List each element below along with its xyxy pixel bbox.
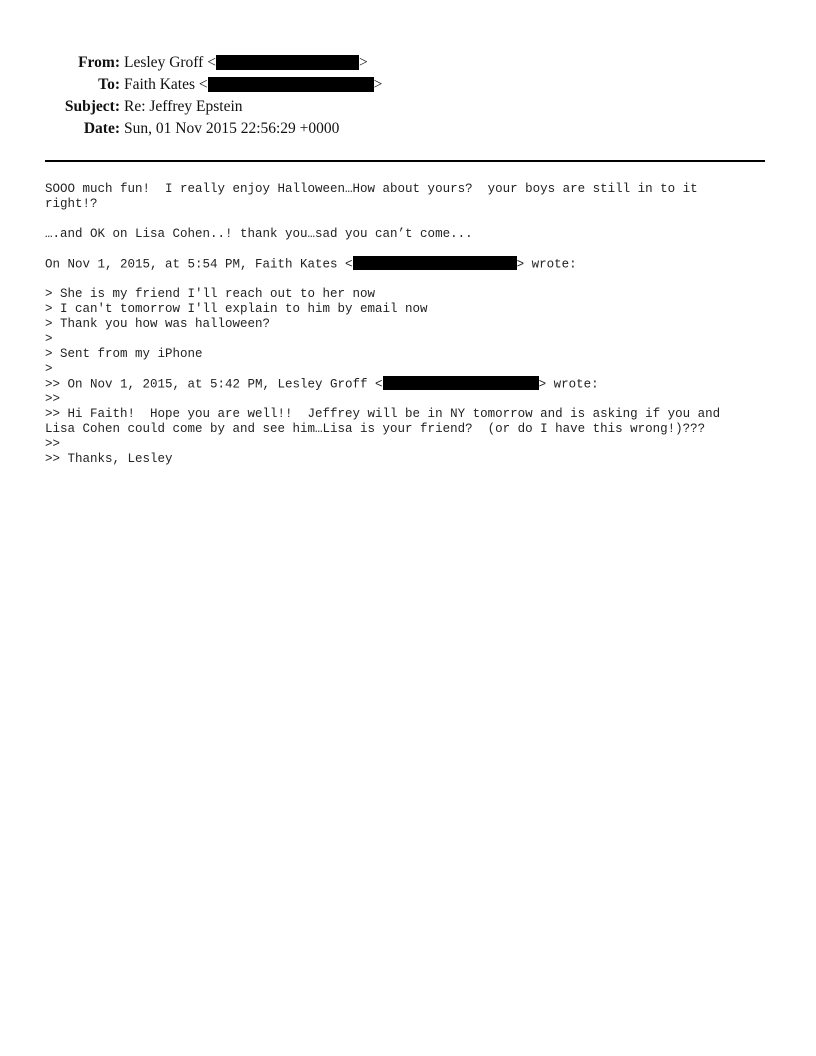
to-label: To: <box>98 76 120 93</box>
date-label: Date: <box>83 120 120 137</box>
quoted-line: > <box>45 332 53 346</box>
to-row <box>0 74 816 96</box>
from-row <box>0 52 816 74</box>
redaction-block <box>383 376 539 390</box>
quoted-line: >> <box>45 437 61 451</box>
quoted-line: > I can't tomorrow I'll explain to him by email now <box>45 302 428 316</box>
from-name: Lesley Groff < <box>124 54 216 71</box>
reply-attribution <box>45 257 765 272</box>
header-divider <box>45 160 765 162</box>
redaction-block <box>353 256 517 270</box>
subject-row <box>0 96 816 118</box>
body-line: ….and OK on Lisa Cohen..! thank you…sad you can’t come... <box>45 227 473 241</box>
quoted-line: > Thank you how was halloween? <box>45 317 271 331</box>
subject-value: Re: Jeffrey Epstein <box>124 98 243 115</box>
subject-label: Subject: <box>64 98 120 115</box>
to-value <box>124 74 382 96</box>
email-header <box>0 52 816 140</box>
quoted-line: > She is my friend I'll reach out to her now <box>45 287 376 301</box>
from-close: > <box>358 54 368 71</box>
date-row <box>0 118 816 140</box>
quoted-line: Lisa Cohen could come by and see him…Lisa is your friend? (or do I have this wrong!)??? <box>45 422 706 436</box>
to-name: Faith Kates < <box>124 76 208 93</box>
from-label: From: <box>78 54 120 71</box>
reply-attribution-text: On Nov 1, 2015, at 5:54 PM, Faith Kates < <box>45 257 353 272</box>
quoted-line: >> Hi Faith! Hope you are well!! Jeffrey will be in NY tomorrow and is asking if you and <box>45 407 721 421</box>
date-value: Sun, 01 Nov 2015 22:56:29 +0000 <box>124 120 340 137</box>
nested-reply-attribution-end: > wrote: <box>538 377 599 392</box>
quoted-line: >> <box>45 392 61 406</box>
quoted-line: >> Thanks, Lesley <box>45 452 173 466</box>
quoted-line: > <box>45 362 53 376</box>
quoted-line: > Sent from my iPhone <box>45 347 203 361</box>
nested-reply-attribution-text: >> On Nov 1, 2015, at 5:42 PM, Lesley Groff < <box>45 377 383 392</box>
body-line: right!? <box>45 197 98 211</box>
redaction-block <box>216 55 359 70</box>
to-close: > <box>373 76 383 93</box>
nested-reply-attribution <box>45 377 765 392</box>
from-value <box>124 52 368 74</box>
reply-attribution-end: > wrote: <box>516 257 577 272</box>
redaction-block <box>208 77 374 92</box>
body-line: SOOO much fun! I really enjoy Halloween…How about yours? your boys are still in to it <box>45 182 698 196</box>
email-body <box>45 182 765 467</box>
